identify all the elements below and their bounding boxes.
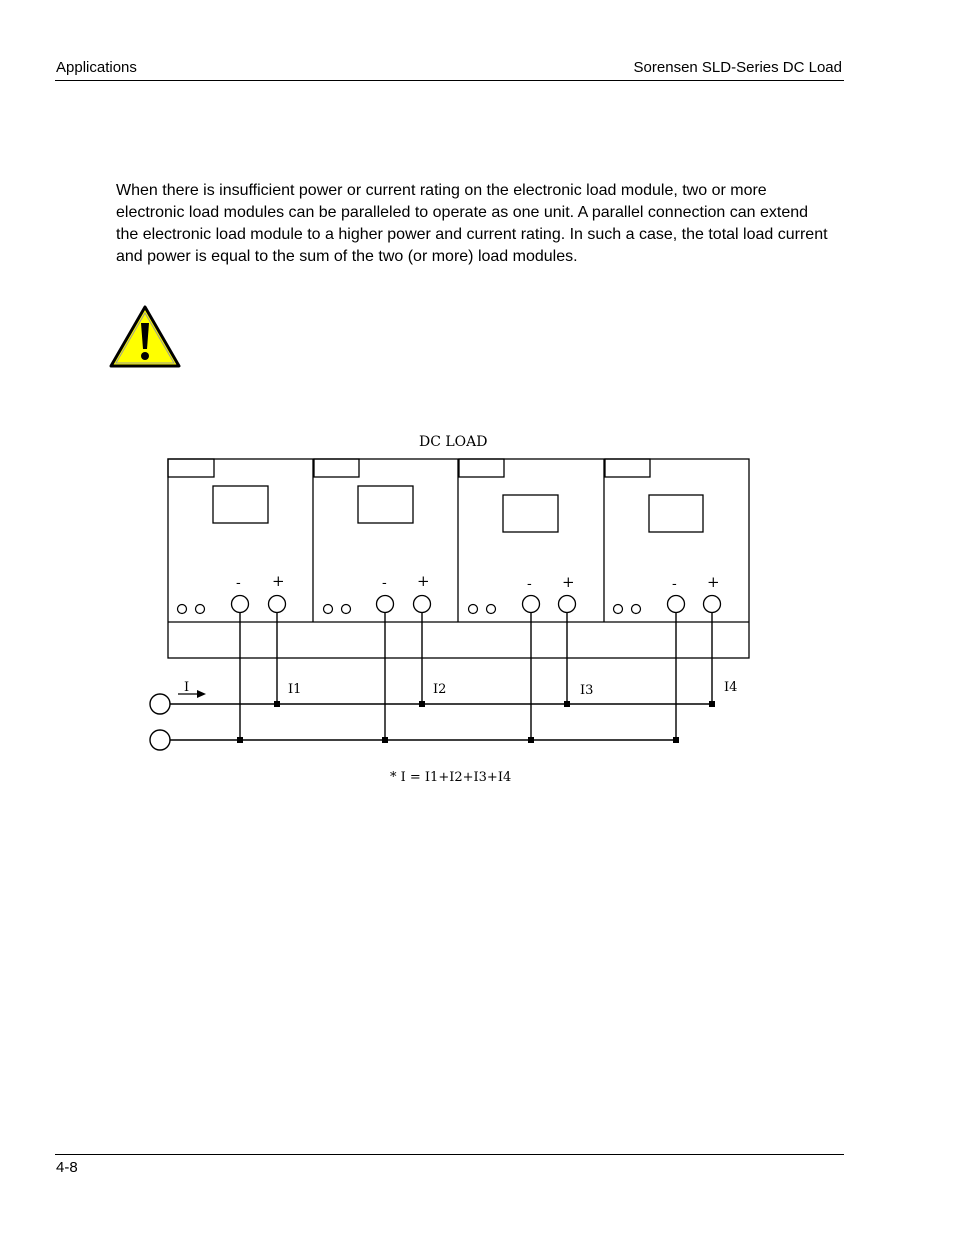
- parallel-connection-diagram: [140, 425, 760, 795]
- module-display: [649, 495, 703, 532]
- plus-terminal: [559, 596, 576, 613]
- module-handle: [459, 459, 504, 477]
- current-label-i3: I3: [580, 683, 594, 698]
- plus-label: +: [562, 573, 575, 591]
- module-indicator: [324, 605, 333, 614]
- caution-triangle-icon: [108, 304, 182, 370]
- module-handle: [605, 459, 650, 477]
- module-indicator: [632, 605, 641, 614]
- module-display: [213, 486, 268, 523]
- minus-label: -: [382, 575, 387, 591]
- load-module-4: [605, 459, 721, 614]
- module-handle: [168, 459, 214, 477]
- module-display: [503, 495, 558, 532]
- source-negative-terminal: [150, 730, 170, 750]
- plus-label: +: [272, 572, 285, 590]
- minus-terminal: [377, 596, 394, 613]
- plus-terminal: [269, 596, 286, 613]
- footer-rule: [55, 1154, 844, 1155]
- module-indicator: [487, 605, 496, 614]
- module-indicator: [342, 605, 351, 614]
- body-paragraph: When there is insufficient power or current rating on the electronic load module, two or more electronic load modules can be paralleled to operate as one unit. A parallel connection can extend the electronic load module to a higher power and current rating. In such a case, the total load current and power is equal to the sum of the two (or more) load modules.: [116, 182, 828, 265]
- header-product: Sorensen SLD-Series DC Load: [633, 59, 842, 76]
- current-sum-formula: * I = I1+I2+I3+I4: [390, 770, 512, 785]
- minus-label: -: [527, 576, 532, 592]
- minus-terminal: [668, 596, 685, 613]
- load-module-2: [314, 459, 431, 614]
- plus-terminal: [414, 596, 431, 613]
- header-rule: [55, 80, 844, 81]
- current-label-i4: I4: [724, 680, 738, 695]
- source-positive-terminal: [150, 694, 170, 714]
- module-indicator: [469, 605, 478, 614]
- module-indicator: [614, 605, 623, 614]
- load-module-3: [459, 459, 576, 614]
- header-section: Applications: [56, 59, 137, 76]
- load-module-1: [168, 459, 286, 614]
- module-indicator: [178, 605, 187, 614]
- plus-label: +: [417, 572, 430, 590]
- minus-label: -: [672, 576, 677, 592]
- current-arrow-icon: [197, 690, 206, 698]
- module-indicator: [196, 605, 205, 614]
- module-display: [358, 486, 413, 523]
- current-label-i1: I1: [288, 682, 302, 697]
- junction-dots: [237, 701, 715, 743]
- plus-terminal: [704, 596, 721, 613]
- minus-terminal: [232, 596, 249, 613]
- minus-label: -: [236, 575, 241, 591]
- current-label-i2: I2: [433, 682, 447, 697]
- wiring: [170, 613, 712, 741]
- module-handle: [314, 459, 359, 477]
- plus-label: +: [707, 573, 720, 591]
- current-label-total: I: [184, 680, 190, 695]
- diagram-title: DC LOAD: [419, 434, 488, 450]
- minus-terminal: [523, 596, 540, 613]
- page-number: 4-8: [56, 1159, 78, 1176]
